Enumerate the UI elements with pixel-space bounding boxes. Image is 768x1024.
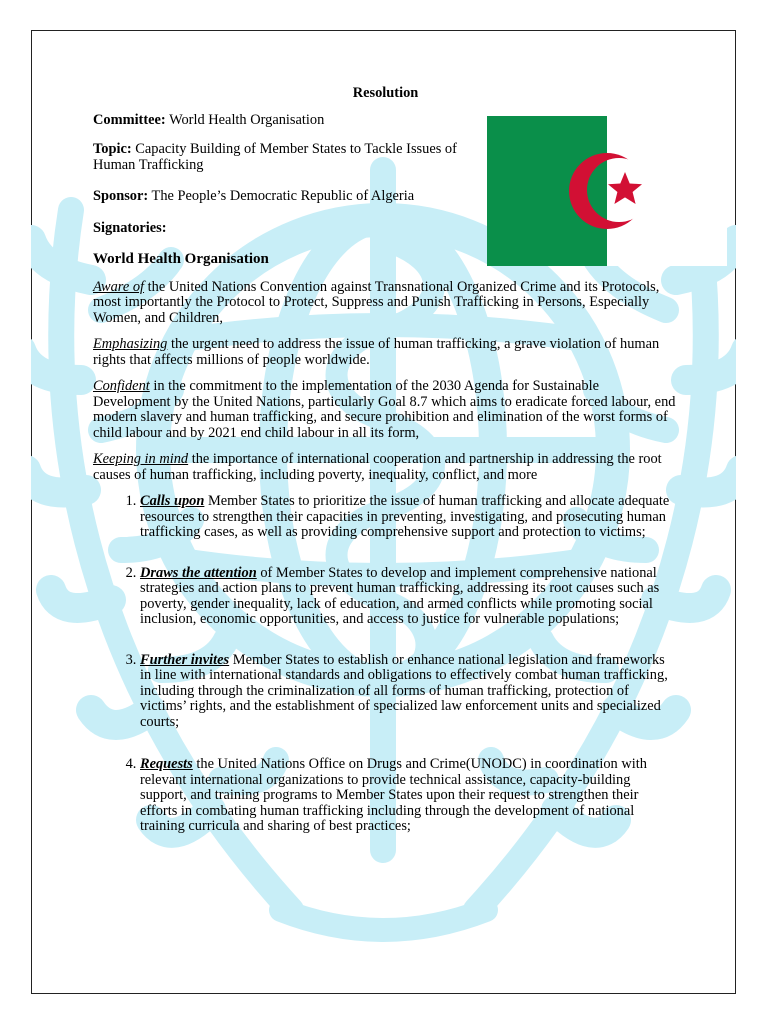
- crescent-star-icon: [487, 116, 727, 266]
- preambulatory-clause: [93, 379, 678, 441]
- operative-clause: [140, 494, 678, 541]
- clause-label: Aware of: [93, 278, 145, 295]
- clause-text: the United Nations Convention against Transnational Organized Crime and its Protocols, most importantly the Protocol to Protect, Suppress and Punish Trafficking in Persons, Especially Women, and Children,: [93, 278, 660, 326]
- clause-text: in the commitment to the implementation of the 2030 Agenda for Sustainable Development by the United Nations, particularly Goal 8.7 which aims to eradicate forced labour, end modern slavery and human trafficking, and secure prohibition and elimination of the worst forms of child labour and by 2021 end child labour in all its form,: [93, 378, 676, 441]
- signatories-label: Signatories:: [93, 219, 167, 236]
- clause-text: Member States to prioritize the issue of human trafficking and allocate adequate resources to strengthen their capacities in preventing, investigating, and prosecuting human trafficking cases, as well as providing comprehensive support and protection to victims;: [140, 493, 670, 540]
- clause-label: Draws the attention: [140, 564, 257, 581]
- clause-text: the United Nations Office on Drugs and Crime(UNODC) in coordination with relevant international organizations to provide technical assistance, capacity-building support, and training programs to Member States upon their request to strengthen their efforts in combating human trafficking including through the development of national training curricula and sharing of best practices;: [140, 756, 647, 834]
- clause-text: the importance of international cooperation and partnership in addressing the root causes of human trafficking, including poverty, inequality, conflict, and more: [93, 451, 662, 483]
- clause-label: Keeping in mind: [93, 451, 189, 467]
- preambulatory-clause: [93, 452, 678, 483]
- clause-text: Member States to establish or enhance national legislation and frameworks in line with international standards and obligations to effectively combat human trafficking, including through the criminalization of all forms of human trafficking, protection of victims’ rights, and the establishment of specialized law enforcement units and specialized courts;: [140, 651, 668, 730]
- operative-clauses-list: [93, 494, 678, 835]
- document-title: Resolution: [352, 85, 419, 101]
- operative-clause: [140, 566, 678, 628]
- clause-label: Confident: [93, 378, 150, 394]
- clause-label: Requests: [140, 756, 193, 772]
- committee-value: World Health Organisation: [169, 111, 325, 128]
- clause-text: of Member States to develop and implement comprehensive national strategies and action plans to prevent human trafficking, addressing its root causes such as poverty, gender inequality, lack of education, and armed conflicts while promoting social inclusion, economic opportunities, and access to justice for vulnerable populations;: [140, 564, 660, 627]
- clause-label: Emphasizing: [93, 336, 168, 352]
- sponsor-value: The People’s Democratic Republic of Algeria: [151, 188, 415, 204]
- organisation-heading: World Health Organisation: [93, 251, 269, 267]
- preambulatory-clause: [93, 337, 678, 368]
- clause-label: Further invites: [140, 651, 230, 668]
- clause-text: the urgent need to address the issue of human trafficking, a grave violation of human rights that affects millions of people worldwide.: [93, 336, 660, 368]
- clause-label: Calls upon: [140, 493, 205, 509]
- committee-label: Committee:: [93, 111, 166, 128]
- preambulatory-clause: [93, 280, 678, 327]
- topic-line: [93, 142, 478, 173]
- algeria-flag-image: [487, 116, 727, 266]
- sponsor-label: Sponsor:: [93, 188, 149, 204]
- topic-label: Topic:: [93, 141, 132, 157]
- operative-clause: [140, 653, 678, 731]
- operative-clause: [140, 757, 678, 835]
- topic-value: Capacity Building of Member States to Tackle Issues of Human Trafficking: [93, 141, 457, 173]
